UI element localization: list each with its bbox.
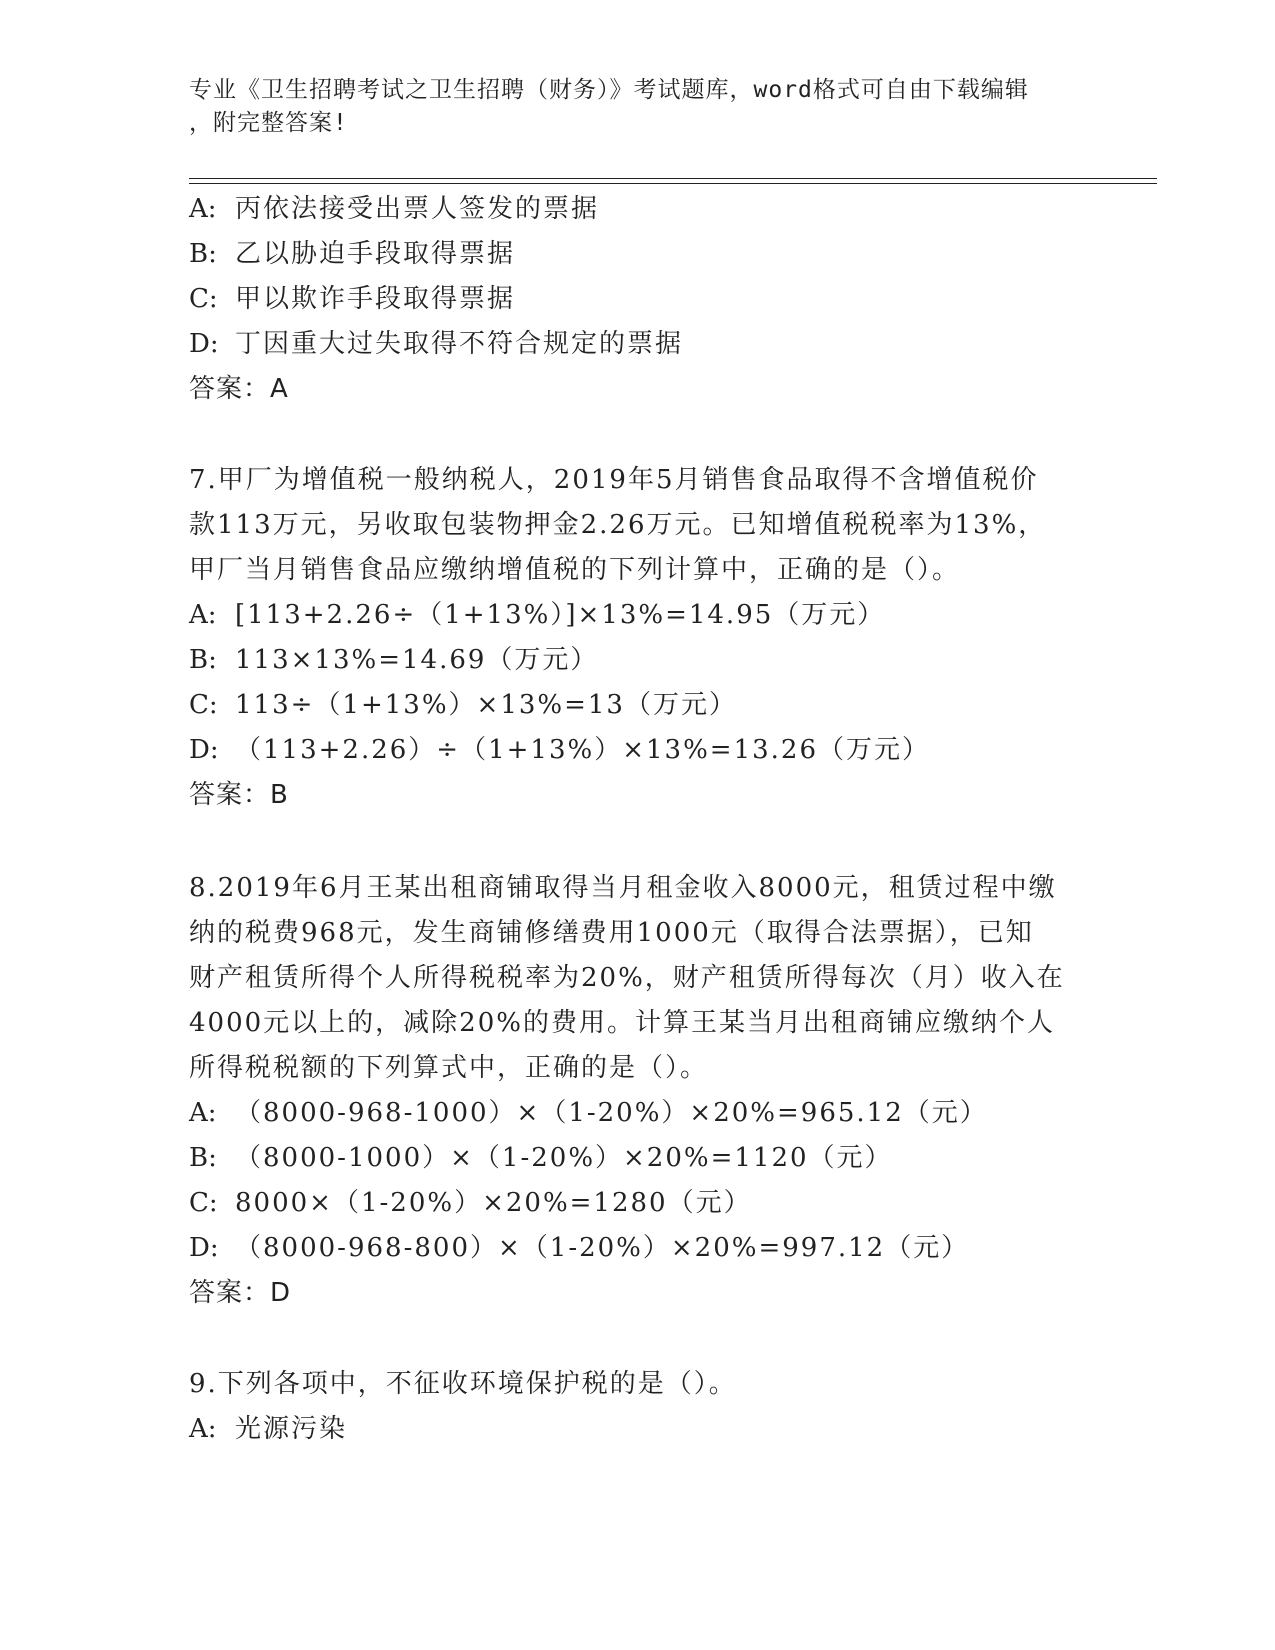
q7-option-b	[189, 644, 598, 676]
q8-stem-line-5: 所得税税额的下列算式中，正确的是（）。	[189, 1053, 709, 1083]
q7-option-a-label: A:	[189, 600, 217, 630]
q6-option-b	[189, 238, 515, 270]
q8-option-c	[189, 1187, 752, 1219]
q8-option-c-text: 8000×（1-20%）×20%=1280（元）	[235, 1188, 752, 1218]
q8-option-a	[189, 1097, 988, 1129]
q7-option-d-label: D:	[189, 735, 219, 765]
q8-stem-line-2: 纳的税费968元，发生商铺修缮费用1000元（取得合法票据），已知	[189, 918, 1034, 948]
q6-option-c-text: 甲以欺诈手段取得票据	[235, 284, 516, 314]
q7-option-a	[189, 599, 885, 631]
q7-option-c-label: C:	[189, 690, 218, 720]
q9-option-a-text: 光源污染	[235, 1414, 348, 1444]
q6-option-d-text: 丁因重大过失取得不符合规定的票据	[235, 329, 684, 359]
q9-option-a-label: A:	[189, 1414, 217, 1444]
q7-option-b-text: 113×13%=14.69（万元）	[235, 645, 599, 675]
q8-option-d	[189, 1232, 969, 1264]
q7-option-d	[189, 734, 930, 766]
q7-stem-line-3: 甲厂当月销售食品应缴纳增值税的下列计算中，正确的是（）。	[189, 555, 961, 585]
q8-answer: 答案：D	[189, 1278, 292, 1308]
q8-option-d-text: （8000-968-800）×（1-20%）×20%=997.12（元）	[235, 1233, 970, 1263]
q8-option-d-label: D:	[189, 1233, 219, 1263]
q9-stem-line-1: 9.下列各项中，不征收环境保护税的是（）。	[189, 1369, 737, 1399]
q8-stem-line-4: 4000元以上的，减除20%的费用。计算王某当月出租商铺应缴纳个人	[189, 1008, 1055, 1038]
q8-stem-line-3: 财产租赁所得个人所得税税率为20%，财产租赁所得每次（月）收入在	[189, 963, 1065, 993]
q6-answer: 答案：A	[189, 374, 289, 404]
header-divider-bottom	[189, 183, 1157, 184]
q7-option-a-text: [113+2.26÷（1+13%）]×13%=14.95（万元）	[235, 600, 886, 630]
q7-option-d-text: （113+2.26）÷（1+13%）×13%=13.26（万元）	[235, 735, 930, 765]
q6-option-a	[189, 193, 599, 225]
q6-option-d-label: D:	[189, 329, 219, 359]
q6-option-b-label: B:	[189, 239, 217, 269]
q8-option-b-label: B:	[189, 1143, 217, 1173]
q7-option-b-label: B:	[189, 645, 217, 675]
header-line-2: ，附完整答案!	[189, 110, 348, 136]
q6-option-a-text: 丙依法接受出票人签发的票据	[235, 194, 600, 224]
q6-option-c	[189, 283, 515, 315]
q6-option-a-label: A:	[189, 194, 217, 224]
q7-option-c	[189, 689, 737, 721]
header-line-1: 专业《卫生招聘考试之卫生招聘（财务）》考试题库，word格式可自由下载编辑	[189, 77, 1029, 103]
q8-option-b-text: （8000-1000）×（1-20%）×20%=1120（元）	[235, 1143, 893, 1173]
q6-option-c-label: C:	[189, 284, 218, 314]
q6-option-b-text: 乙以胁迫手段取得票据	[235, 239, 516, 269]
q7-option-c-text: 113÷（1+13%）×13%=13（万元）	[235, 690, 737, 720]
q8-option-a-label: A:	[189, 1098, 217, 1128]
q7-answer: 答案：B	[189, 780, 289, 810]
q7-stem-line-2: 款113万元，另收取包装物押金2.26万元。已知增值税税率为13%，	[189, 510, 1047, 540]
document-header	[189, 74, 1089, 140]
header-divider-top	[189, 178, 1157, 179]
q9-option-a	[189, 1413, 347, 1445]
q8-option-c-label: C:	[189, 1188, 218, 1218]
q6-option-d	[189, 328, 683, 360]
q8-option-b	[189, 1142, 893, 1174]
q7-stem-line-1: 7.甲厂为增值税一般纳税人，2019年5月销售食品取得不含增值税价	[189, 465, 1039, 495]
q8-stem-line-1: 8.2019年6月王某出租商铺取得当月租金收入8000元，租赁过程中缴	[189, 873, 1057, 903]
q8-option-a-text: （8000-968-1000）×（1-20%）×20%=965.12（元）	[235, 1098, 988, 1128]
